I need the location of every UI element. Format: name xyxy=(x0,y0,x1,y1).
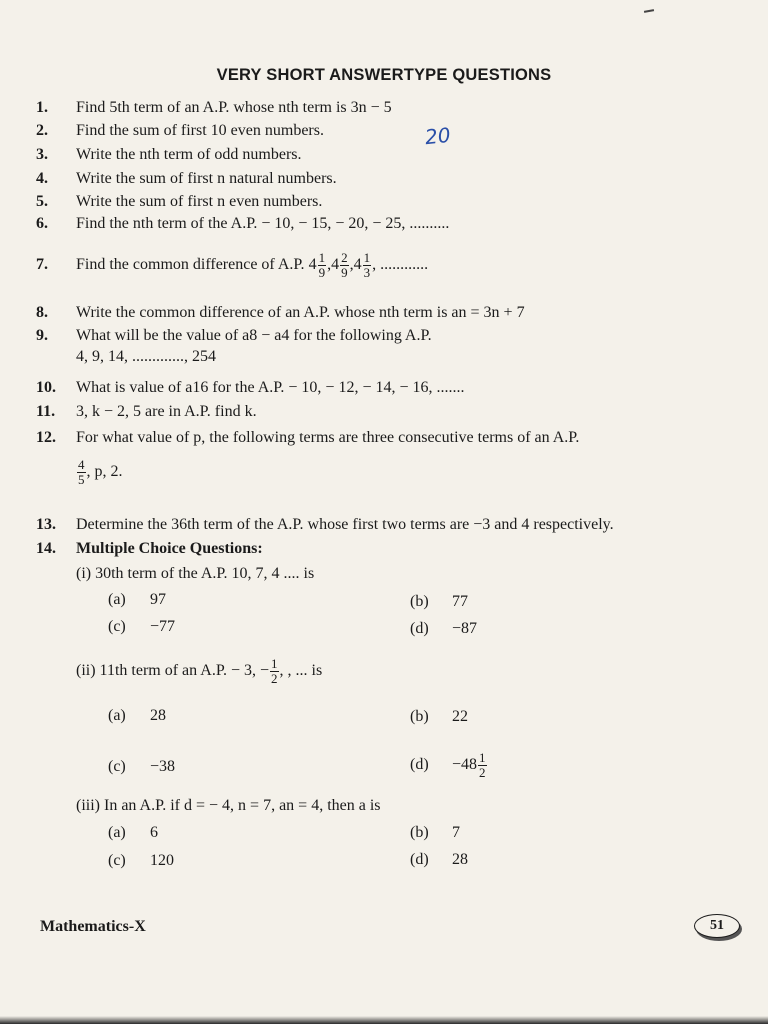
mcq-3-option-b: (b) 7 xyxy=(410,824,460,841)
mcq-1-option-a: (a) 97 xyxy=(108,591,166,608)
question-text: What will be the value of a8 − a4 for the following A.P. xyxy=(76,327,432,344)
pen-mark xyxy=(644,9,654,13)
question-number: 2. xyxy=(36,122,48,139)
question-number: 5. xyxy=(36,193,48,210)
question-9 xyxy=(36,326,756,346)
mcq-1-option-d: (d) −87 xyxy=(410,620,478,637)
question-11 xyxy=(36,402,756,422)
question-number: 8. xyxy=(36,304,48,321)
question-text: For what value of p, the following terms are three consecutive terms of an A.P. xyxy=(76,429,580,446)
mcq-3-option-c: (c) 120 xyxy=(108,852,174,869)
question-number: 1. xyxy=(36,99,48,116)
question-10 xyxy=(36,378,756,398)
question-7: 7. Find the common difference of A.P. 4 $\frac{1}{9}$ ,4 $\frac{2}{9}$ ,4 $\frac{1}{3}$ , ............ xyxy=(36,249,429,280)
page-edge-shadow xyxy=(0,1016,768,1024)
question-number: 14. xyxy=(36,540,56,557)
question-text: Write the common difference of an A.P. whose nth term is an = 3n + 7 xyxy=(76,304,525,321)
question-text: Find the nth term of the A.P. − 10, − 15, − 20, − 25, .......... xyxy=(76,215,450,232)
mcq-2-option-d: (d) −48 $\frac{1}{2}$ xyxy=(410,749,486,780)
question-text: Find 5th term of an A.P. whose nth term is 3n − 5 xyxy=(76,99,392,116)
question-number: 3. xyxy=(36,146,48,163)
question-13 xyxy=(36,515,756,535)
mcq-3-option-a: (a) 6 xyxy=(108,824,158,841)
question-number: 11. xyxy=(36,403,56,420)
question-number: 7. xyxy=(36,256,48,273)
question-2 xyxy=(36,121,756,141)
handwritten-answer: 20 xyxy=(423,122,452,150)
question-14 xyxy=(36,539,756,559)
question-text: Find the common difference of A.P. xyxy=(76,256,305,273)
question-4 xyxy=(36,169,756,189)
question-12 xyxy=(36,428,756,448)
question-number: 4. xyxy=(36,170,48,187)
mixed-fraction-1: 4 $\frac{1}{9}$ xyxy=(308,249,326,280)
question-5 xyxy=(36,192,756,212)
mcq-2-option-b: (b) 22 xyxy=(410,708,468,725)
question-number: 9. xyxy=(36,327,48,344)
page-number-badge: 51 xyxy=(694,914,740,938)
mcq-1-option-b: (b) 77 xyxy=(410,593,468,610)
question-3 xyxy=(36,145,756,165)
question-1 xyxy=(36,98,756,118)
question-number: 13. xyxy=(36,516,56,533)
q12-terms: $\frac{4}{5}$ , p, 2. xyxy=(78,457,123,487)
question-number: 10. xyxy=(36,379,56,396)
mcq-2-option-a: (a) 28 xyxy=(108,707,166,724)
question-text: Find the sum of first 10 even numbers. xyxy=(76,122,324,139)
mcq-3-option-d: (d) 28 xyxy=(410,851,468,868)
question-text: Write the sum of first n natural numbers. xyxy=(76,170,337,187)
mixed-fraction-2: 4 $\frac{2}{9}$ xyxy=(331,249,348,280)
question-number: 6. xyxy=(36,215,48,232)
question-text: 3, k − 2, 5 are in A.P. find k. xyxy=(76,403,257,420)
question-text: Write the nth term of odd numbers. xyxy=(76,146,302,163)
question-text: Write the sum of first n even numbers. xyxy=(76,193,323,210)
footer-book-title: Mathematics-X xyxy=(40,918,146,935)
mixed-fraction-3: 4 $\frac{1}{3}$ xyxy=(353,249,371,280)
mcq-1-stem: (i) 30th term of the A.P. 10, 7, 4 .... is xyxy=(76,565,315,582)
question-text: Multiple Choice Questions: xyxy=(76,540,263,557)
mcq-3-stem: (iii) In an A.P. if d = − 4, n = 7, an = 4, then a is xyxy=(76,797,381,814)
question-8 xyxy=(36,303,756,323)
question-text: Determine the 36th term of the A.P. whose first two terms are −3 and 4 respectively. xyxy=(76,516,614,533)
q9-sequence: 4, 9, 14, ............., 254 xyxy=(76,348,216,365)
mcq-2-option-c: (c) −38 xyxy=(108,758,176,775)
question-6 xyxy=(36,214,756,234)
question-number: 12. xyxy=(36,429,56,446)
section-heading: VERY SHORT ANSWERTYPE QUESTIONS xyxy=(216,66,552,84)
question-text: What is value of a16 for the A.P. − 10, − 12, − 14, − 16, ....... xyxy=(76,379,465,396)
mcq-1-option-c: (c) −77 xyxy=(108,618,176,635)
mcq-2-stem: (ii) 11th term of an A.P. − 3, − $\frac{1}{2}$ , , ... is xyxy=(76,655,323,686)
sequence-tail: , ............ xyxy=(372,256,429,273)
